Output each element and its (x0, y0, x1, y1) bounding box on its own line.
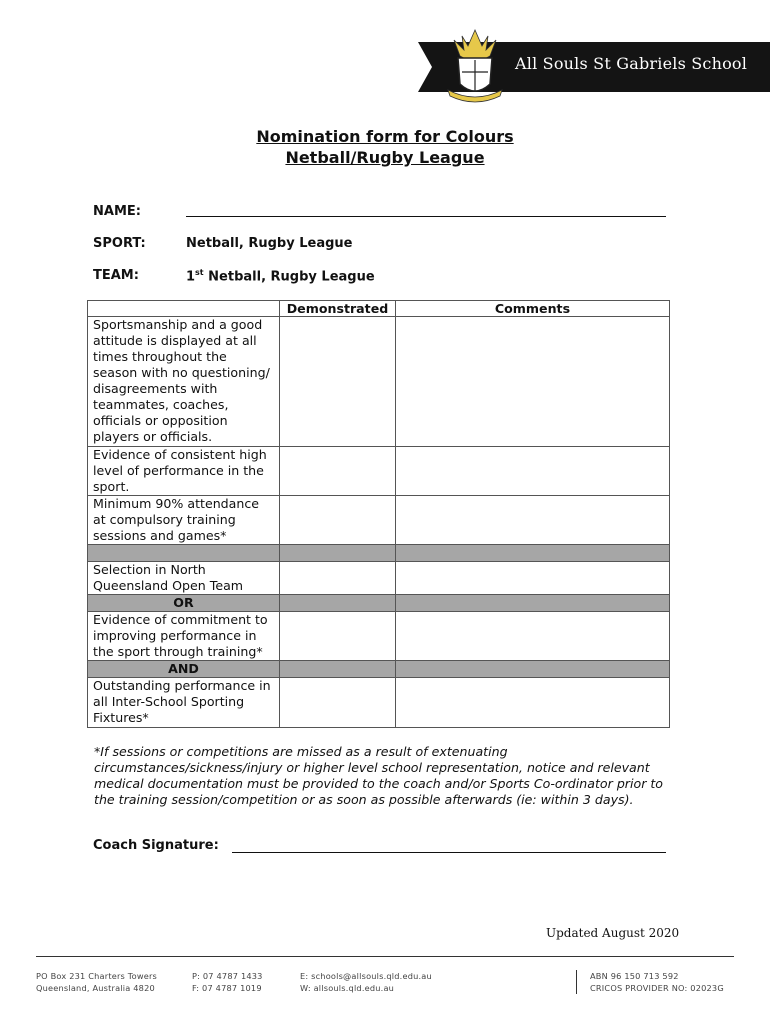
team-ordinal-suffix: st (195, 268, 204, 277)
school-name: All Souls St Gabriels School (515, 54, 748, 73)
separator-cell (396, 545, 670, 562)
header-criterion (88, 301, 280, 317)
footer-cricos: CRICOS PROVIDER NO: 02023G (590, 983, 724, 993)
or-label: OR (88, 595, 280, 612)
table-row-and (88, 661, 670, 678)
coach-signature-line[interactable] (232, 852, 666, 853)
demonstrated-cell[interactable] (280, 317, 396, 447)
criterion-cell: Evidence of consistent high level of performance in the sport. (88, 447, 280, 496)
footer-email[interactable]: E: schools@allsouls.qld.edu.au (300, 971, 432, 981)
form-subtitle: Netball/Rugby League (285, 148, 485, 167)
footer-website[interactable]: W: allsouls.qld.edu.au (300, 983, 395, 993)
demonstrated-cell[interactable] (280, 496, 396, 545)
team-ordinal: 1 (186, 269, 196, 285)
demonstrated-cell[interactable] (280, 562, 396, 595)
comments-cell[interactable] (396, 317, 670, 447)
footer-phone-number: P: 07 4787 1433 (192, 971, 263, 981)
separator-cell (280, 595, 396, 612)
form-title: Nomination form for Colours (256, 127, 514, 146)
header-comments: Comments (396, 301, 670, 317)
demonstrated-cell[interactable] (280, 678, 396, 728)
team-label: TEAM: (93, 268, 139, 283)
table-row (88, 317, 670, 447)
name-label: NAME: (93, 204, 141, 219)
table-row (88, 612, 670, 661)
footer-address (36, 970, 157, 994)
team-value (186, 268, 375, 284)
table-header-row (88, 301, 670, 317)
criterion-cell: Evidence of commitment to improving performance in the sport through training* (88, 612, 280, 661)
comments-cell[interactable] (396, 678, 670, 728)
table-row-separator (88, 545, 670, 562)
footer-registration (590, 970, 724, 994)
footer-abn: ABN 96 150 713 592 (590, 971, 679, 981)
table-row (88, 678, 670, 728)
table-row (88, 447, 670, 496)
table-row (88, 496, 670, 545)
table-row-or (88, 595, 670, 612)
table-row (88, 562, 670, 595)
separator-cell (280, 661, 396, 678)
footer-separator (576, 970, 577, 994)
nomination-table (87, 300, 670, 728)
footer-address-line2: Queensland, Australia 4820 (36, 983, 155, 993)
footer-contact (300, 970, 432, 994)
criterion-cell: Minimum 90% attendance at compulsory training sessions and games* (88, 496, 280, 545)
demonstrated-cell[interactable] (280, 447, 396, 496)
footer-phone (192, 970, 263, 994)
school-crest-icon (440, 24, 510, 104)
footer-divider (36, 956, 734, 957)
separator-cell (396, 661, 670, 678)
criterion-cell: Sportsmanship and a good attitude is displayed at all times throughout the season with no questioning/ disagreements with teammates, coaches, officials or opposition players or officials. (88, 317, 280, 447)
team-name: Netball, Rugby League (203, 269, 375, 285)
separator-cell (396, 595, 670, 612)
demonstrated-cell[interactable] (280, 612, 396, 661)
separator-cell (88, 545, 280, 562)
sport-value: Netball, Rugby League (186, 236, 353, 251)
comments-cell[interactable] (396, 562, 670, 595)
comments-cell[interactable] (396, 496, 670, 545)
header-demonstrated: Demonstrated (280, 301, 396, 317)
updated-date: Updated August 2020 (546, 926, 680, 940)
name-line (186, 216, 666, 217)
footer-address-line1: PO Box 231 Charters Towers (36, 971, 157, 981)
separator-cell (280, 545, 396, 562)
footer-fax-number: F: 07 4787 1019 (192, 983, 262, 993)
footnote: *If sessions or competitions are missed as a result of extenuating circumstances/sickness/injury or higher level school representation, notice and relevant medical documentation must be provided to the coach and/or Sports Co-ordinator prior to the training session/competition or as soon as possible afterwards (ie: within 3 days). (94, 744, 664, 807)
coach-signature-label: Coach Signature: (93, 838, 219, 853)
comments-cell[interactable] (396, 612, 670, 661)
criterion-cell: Selection in North Queensland Open Team (88, 562, 280, 595)
comments-cell[interactable] (396, 447, 670, 496)
and-label: AND (88, 661, 280, 678)
criterion-cell: Outstanding performance in all Inter-School Sporting Fixtures* (88, 678, 280, 728)
sport-label: SPORT: (93, 236, 146, 251)
